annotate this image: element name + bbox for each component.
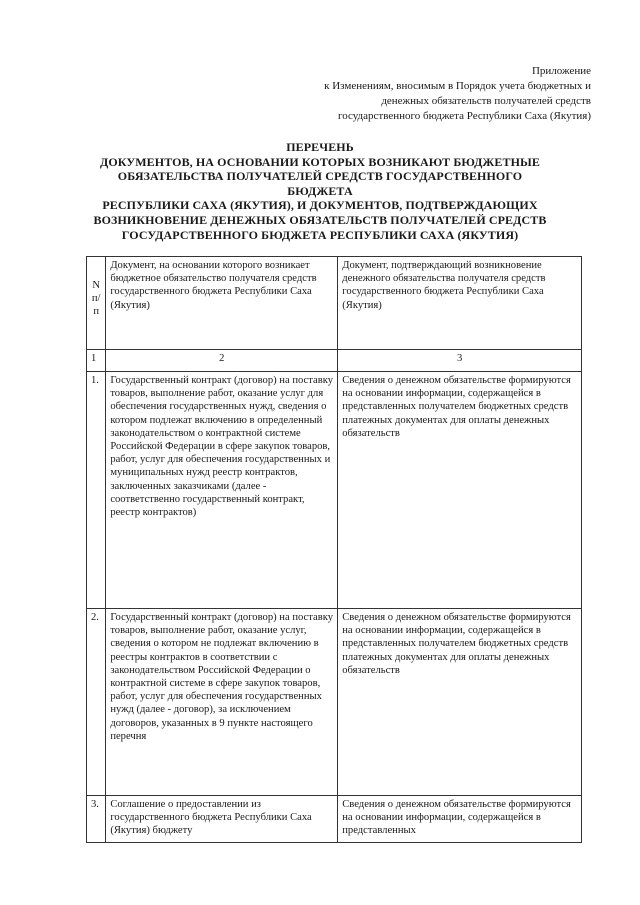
- row-confirming-document: Сведения о денежном обязательстве формируются на основании информации, содержащейся в представленных получателем бюджетных средств платежных документах для оплаты денежных обязательств: [338, 372, 582, 609]
- row-number: 3.: [87, 796, 106, 843]
- appendix-line: к Изменениям, вносимым в Порядок учета бюджетных и: [324, 80, 591, 92]
- document-heading: [70, 140, 570, 242]
- appendix-line: государственного бюджета Республики Саха (Якутия): [337, 110, 591, 122]
- column-index: 2: [106, 350, 338, 372]
- table-row: [87, 609, 582, 796]
- row-confirming-document: Сведения о денежном обязательстве формируются на основании информации, содержащейся в представленных: [338, 796, 582, 843]
- heading-line: РЕСПУБЛИКИ САХА (ЯКУТИЯ), И ДОКУМЕНТОВ, ПОДТВЕРЖДАЮЩИХ: [102, 198, 538, 213]
- table-row: [87, 372, 582, 609]
- column-index: 1: [87, 350, 106, 372]
- table-row: [87, 796, 582, 843]
- row-basis-document: Соглашение о предоставлении из государственного бюджета Республики Саха (Якутия) бюджету: [106, 796, 338, 843]
- row-number: 1.: [87, 372, 106, 609]
- column-index: 3: [338, 350, 582, 372]
- row-number: 2.: [87, 609, 106, 796]
- appendix-line: денежных обязательств получателей средств: [381, 95, 591, 107]
- header-basis-document: Документ, на основании которого возникает бюджетное обязательство получателя средств государственного бюджета Республики Саха (Якутия): [106, 257, 338, 350]
- header-confirming-document: Документ, подтверждающий возникновение денежного обязательства получателя средств государственного бюджета Республики Саха (Якутия): [338, 257, 582, 350]
- row-basis-document: Государственный контракт (договор) на поставку товаров, выполнение работ, оказание услуг, сведения о котором не подлежат включению в реестры контрактов в соответствии с законодательством Российской Федерации о контрактной системе в сфере закупок товаров, работ, услуг для обеспечения государственных нужд (далее - договор), за исключением договоров, указанных в 9 пункте настоящего перечня: [106, 609, 338, 796]
- row-confirming-document: Сведения о денежном обязательстве формируются на основании информации, содержащейся в представленных получателем бюджетных средств платежных документах для оплаты денежных обязательств: [338, 609, 582, 796]
- appendix-title: Приложение: [531, 65, 591, 77]
- header-number: N п/п: [87, 257, 106, 350]
- heading-line: ВОЗНИКНОВЕНИЕ ДЕНЕЖНЫХ ОБЯЗАТЕЛЬСТВ ПОЛУЧАТЕЛЕЙ СРЕДСТВ: [93, 212, 547, 227]
- heading-line: ГОСУДАРСТВЕННОГО БЮДЖЕТА РЕСПУБЛИКИ САХА (ЯКУТИЯ): [121, 227, 519, 242]
- heading-line: ОБЯЗАТЕЛЬСТВА ПОЛУЧАТЕЛЕЙ СРЕДСТВ ГОСУДАРСТВЕННОГО: [117, 169, 523, 184]
- row-basis-document: Государственный контракт (договор) на поставку товаров, выполнение работ, оказание услуг для обеспечения государственных нужд, сведения о котором подлежат включению в определенный законодательством о контрактной системе Российской Федерации в сфере закупок товаров, работ, услуг для обеспечения государственных и муниципальных нужд реестр контрактов, заключенных заказчиками (далее - соответственно государственный контракт, реестр контрактов): [106, 372, 338, 609]
- documents-table: [86, 256, 582, 843]
- table-header-row: [87, 257, 582, 350]
- column-index-row: [87, 350, 582, 372]
- heading-line: ДОКУМЕНТОВ, НА ОСНОВАНИИ КОТОРЫХ ВОЗНИКАЮТ БЮДЖЕТНЫЕ: [99, 154, 541, 169]
- heading-title: ПЕРЕЧЕНЬ: [286, 140, 354, 154]
- heading-line: БЮДЖЕТА: [287, 183, 353, 198]
- appendix-block: [261, 64, 591, 124]
